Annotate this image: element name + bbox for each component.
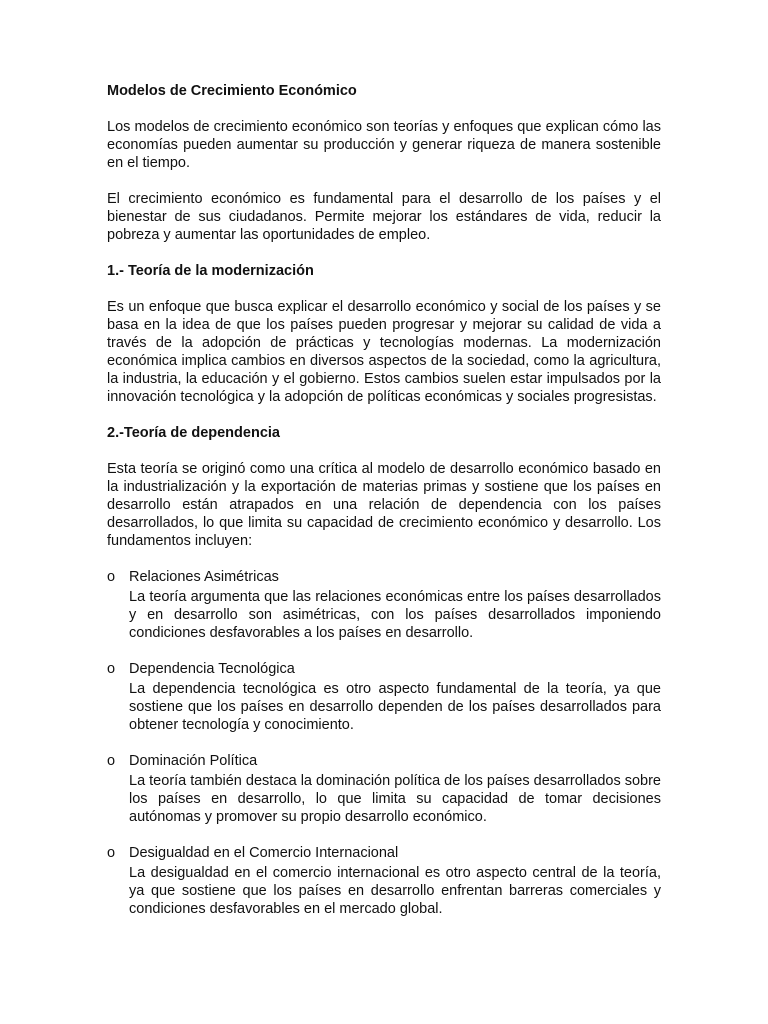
list-item-title: Dependencia Tecnológica [129, 661, 295, 677]
section-heading-modernization: 1.- Teoría de la modernización [107, 263, 314, 279]
list-item [107, 752, 661, 826]
list-item [107, 844, 661, 918]
list-item-text: La teoría argumenta que las relaciones económicas entre los países desarrollados y en desarrollo son asimétricas, con los países desarrollados imponiendo condiciones desfavorables a los países en desarrollo. [129, 589, 661, 641]
list-item-text: La dependencia tecnológica es otro aspecto fundamental de la teoría, ya que sostiene que los países en desarrollo dependen de los países desarrollados para obtener tecnología y conocimiento. [129, 681, 661, 733]
section-paragraph-dependency: Esta teoría se originó como una crítica al modelo de desarrollo económico basado en la industrialización y la exportación de materias primas y sostiene que los países en desarrollo están atrapados en una relación de dependencia con los países desarrollados, lo que limita su capacidad de crecimiento económico y desarrollo. Los fundamentos incluyen: [107, 461, 661, 549]
list-item [107, 568, 661, 642]
intro-paragraph-1: Los modelos de crecimiento económico son teorías y enfoques que explican cómo las economías pueden aumentar su producción y generar riqueza de manera sostenible en el tiempo. [107, 119, 661, 171]
document-title: Modelos de Crecimiento Económico [107, 83, 357, 99]
section-heading-dependency: 2.-Teoría de dependencia [107, 425, 280, 441]
bullet-marker: o [107, 753, 116, 769]
bullet-marker: o [107, 845, 116, 861]
list-item-text: La desigualdad en el comercio internacional es otro aspecto central de la teoría, ya que sostiene que los países en desarrollo enfrentan barreras comerciales y condiciones desfavorables en el mercado global. [129, 865, 661, 917]
list-item-title: Dominación Política [129, 753, 258, 769]
list-item-title: Relaciones Asimétricas [129, 569, 279, 585]
dependency-foundations-list [107, 568, 661, 918]
list-item-text: La teoría también destaca la dominación política de los países desarrollados sobre los países en desarrollo, lo que limita su capacidad de tomar decisiones autónomas y promover su propio desarrollo económico. [129, 773, 661, 825]
list-item-title: Desigualdad en el Comercio Internacional [129, 845, 399, 861]
section-paragraph-modernization: Es un enfoque que busca explicar el desarrollo económico y social de los países y se basa en la idea de que los países pueden progresar y mejorar su calidad de vida a través de la adopción de prácticas y tecnologías modernas. La modernización económica implica cambios en diversos aspectos de la sociedad, como la agricultura, la industria, la educación y el gobierno. Estos cambios suelen estar impulsados por la innovación tecnológica y la adopción de políticas económicas y sociales progresistas. [107, 299, 661, 405]
intro-paragraph-2: El crecimiento económico es fundamental para el desarrollo de los países y el bienestar de sus ciudadanos. Permite mejorar los estándares de vida, reducir la pobreza y aumentar las oportunidades de empleo. [107, 191, 661, 243]
bullet-marker: o [107, 661, 116, 677]
bullet-marker: o [107, 569, 116, 585]
list-item [107, 660, 661, 734]
